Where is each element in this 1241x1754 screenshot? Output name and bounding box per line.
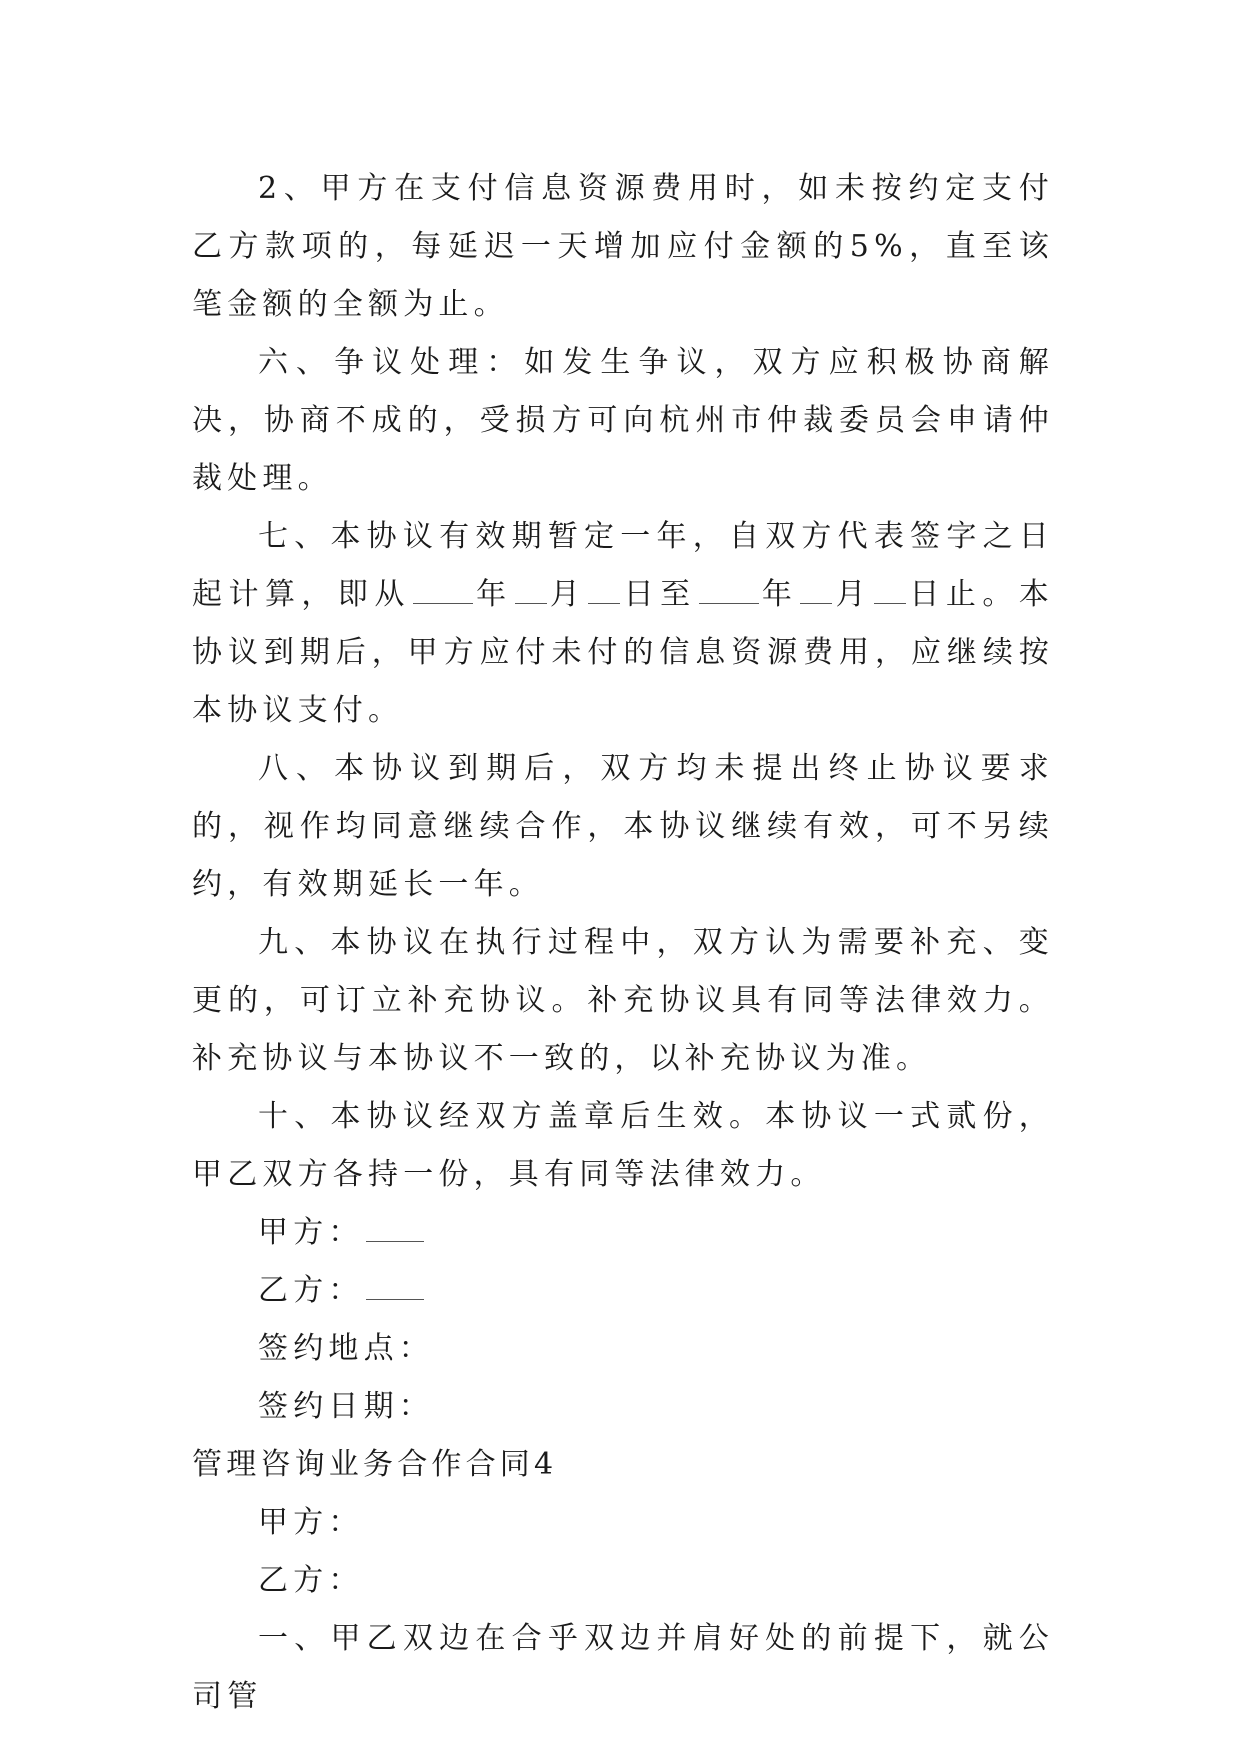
clause-dispute: 六、争议处理：如发生争议，双方应积极协商解决，协商不成的，受损方可向杭州市仲裁委员会申请仲裁处理。	[192, 345, 1054, 496]
section-party-a: 甲方：	[258, 1505, 364, 1540]
clause-renewal: 八、本协议到期后，双方均未提出终止协议要求的，视作均同意继续合作，本协议继续有效，可不另续约，有效期延长一年。	[192, 751, 1054, 902]
blank-day-start	[588, 581, 620, 604]
signature-party-a	[192, 1204, 1054, 1262]
party-a-blank	[366, 1219, 424, 1242]
document-page	[192, 160, 1054, 1726]
blank-month-start	[515, 581, 547, 604]
clause-supplement: 九、本协议在执行过程中，双方认为需要补充、变更的，可订立补充协议。补充协议具有同等法律效力。补充协议与本协议不一致的，以补充协议为准。	[192, 925, 1054, 1076]
term-year2: 年	[760, 577, 799, 612]
clause-term	[192, 508, 1054, 740]
blank-year-start	[413, 581, 473, 604]
blank-year-end	[699, 581, 759, 604]
term-month1: 月	[548, 577, 587, 612]
section-party-b: 乙方：	[258, 1563, 364, 1598]
term-year1: 年	[474, 577, 513, 612]
signature-date: 签约日期：	[258, 1389, 434, 1424]
blank-month-end	[800, 581, 832, 604]
term-lead: 七、本协议有效期暂定一年，自双方代表签字之日起计算，即从	[192, 519, 1054, 612]
clause-effective: 十、本协议经双方盖章后生效。本协议一式贰份，甲乙双方各持一份，具有同等法律效力。	[192, 1099, 1054, 1192]
section-title: 管理咨询业务合作合同4	[192, 1447, 558, 1482]
signature-place: 签约地点：	[258, 1331, 434, 1366]
party-b-label: 乙方：	[258, 1273, 364, 1308]
term-tail: 日止。本协议到期后，甲方应付未付的信息资源费用，应继续按本协议支付。	[192, 577, 1054, 728]
section-first-clause: 一、甲乙双边在合乎双边并肩好处的前提下，就公司管	[192, 1621, 1054, 1714]
party-a-label: 甲方：	[258, 1215, 364, 1250]
blank-day-end	[874, 581, 906, 604]
party-b-blank	[366, 1277, 424, 1300]
term-month2: 月	[834, 577, 873, 612]
clause-payment-delay: 2、甲方在支付信息资源费用时，如未按约定支付乙方款项的，每延迟一天增加应付金额的5%，直至该笔金额的全额为止。	[192, 171, 1054, 322]
term-day1: 日至	[622, 577, 697, 612]
signature-party-b	[192, 1262, 1054, 1320]
